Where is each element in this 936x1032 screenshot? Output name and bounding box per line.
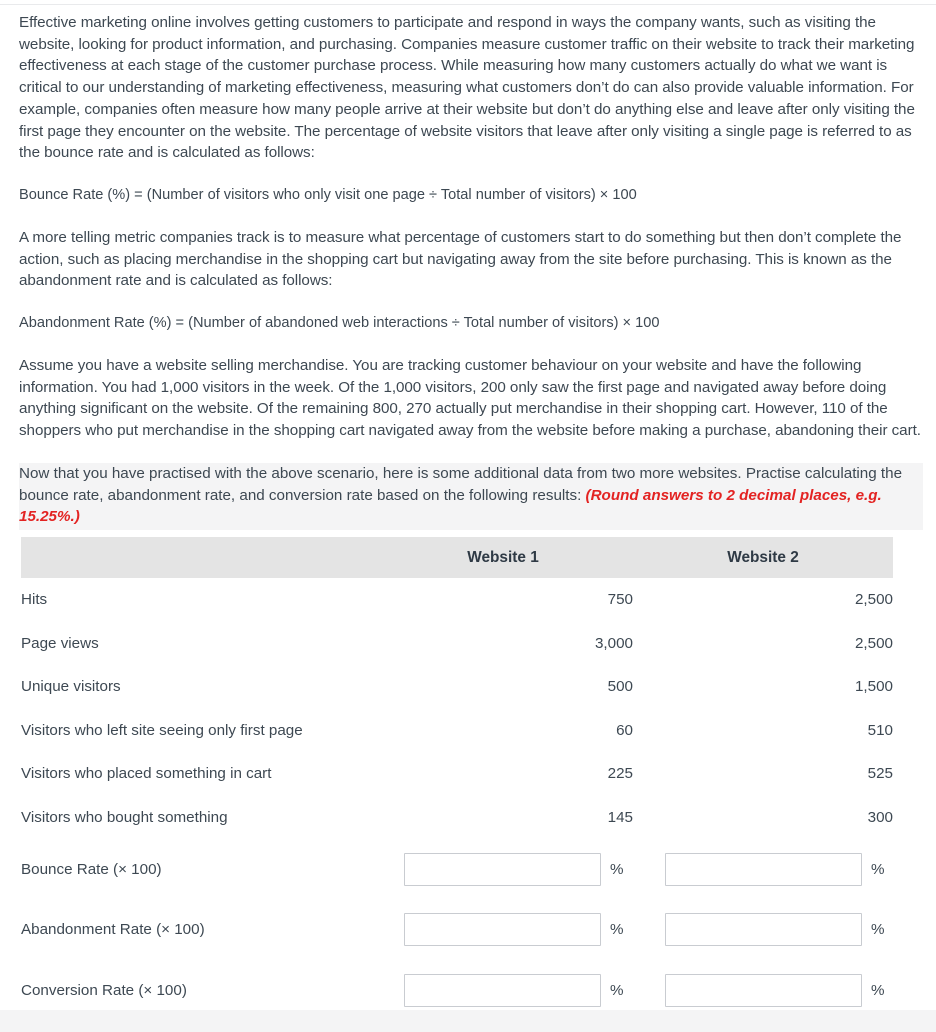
row-value-website-1: 3,000 <box>594 634 633 652</box>
row-label: Hits <box>21 591 48 609</box>
bounce-rate-website-2-cell <box>633 839 893 900</box>
abandonment-rate-website-1-input[interactable] <box>404 913 601 946</box>
row-value-website-2: 1,500 <box>854 678 893 696</box>
metrics-table-body <box>21 578 893 1021</box>
bounce-rate-website-2-input[interactable] <box>665 853 862 886</box>
abandonment-rate-formula: Abandonment Rate (%) = (Number of abandoned web interactions ÷ Total number of visitors) × 100 <box>19 315 660 332</box>
metrics-table-container <box>21 537 893 1021</box>
table-row <box>21 796 893 840</box>
table-row <box>21 709 893 753</box>
scenario-paragraph: Assume you have a website selling merchandise. You are tracking customer behaviour on your website and have the following information. You had 1,000 visitors in the week. Of the 1,000 visitors, 200 only saw the first page and navigated away before doing anything significant on the website. Of the remaining 800, 270 actually put merchandise in their shopping cart. However, 110 of the shoppers who put merchandise in the shopping cart navigated away from the website before making a purchase, abandoning their cart. <box>19 357 921 440</box>
abandonment-rate-website-1-cell <box>373 900 633 961</box>
abandonment-rate-website-2-input[interactable] <box>665 913 862 946</box>
row-label-bounce-rate: Bounce Rate (× 100) <box>21 860 162 878</box>
metrics-header-row <box>21 537 893 578</box>
table-row <box>21 900 893 961</box>
row-label: Visitors who bought something <box>21 808 228 826</box>
row-label: Visitors who left site seeing only first page <box>21 721 303 739</box>
row-value-website-1: 225 <box>607 765 633 783</box>
row-value-website-1: 60 <box>616 721 633 739</box>
header-metric <box>21 537 373 578</box>
row-value-website-2: 510 <box>867 721 893 739</box>
row-label-conversion-rate: Conversion Rate (× 100) <box>21 981 187 999</box>
row-value-website-1: 750 <box>607 591 633 609</box>
row-value-website-1: 500 <box>607 678 633 696</box>
row-label: Page views <box>21 634 99 652</box>
prose-body <box>19 12 923 530</box>
row-label-abandonment-rate: Abandonment Rate (× 100) <box>21 921 205 939</box>
rounding-hint: (Round answers to 2 decimal places, e.g. 15.25%.) <box>19 486 882 526</box>
conversion-rate-website-2-input[interactable] <box>665 974 862 1007</box>
table-row <box>21 622 893 666</box>
table-row <box>21 752 893 796</box>
metrics-table <box>21 537 893 1021</box>
row-value-website-2: 525 <box>867 765 893 783</box>
table-row <box>21 578 893 622</box>
percent-symbol: % <box>871 921 885 939</box>
intro-paragraph: Effective marketing online involves getting customers to participate and respond in ways the company wants, such as visiting the website, looking for product information, and purchasing. Companies measure customer traffic on their website to track their marketing effectiveness at each stage of the customer purchase process. While measuring how many customers actually do what we want is critical to our understanding of marketing effectiveness, measuring what customers don’t do can also provide valuable information. For example, companies often measure how many people arrive at their website but don’t do anything else and leave after only visiting the first page they encounter on the website. The percentage of website visitors that leave after only visiting a single page is referred to as the bounce rate and is calculated as follows: <box>19 14 915 162</box>
row-value-website-2: 300 <box>867 808 893 826</box>
page-footer-band <box>0 1010 936 1032</box>
metrics-table-head <box>21 537 893 578</box>
abandonment-rate-website-2-cell <box>633 900 893 961</box>
closing-instruction-paragraph <box>19 463 923 530</box>
table-row <box>21 839 893 900</box>
row-value-website-2: 2,500 <box>854 634 893 652</box>
percent-symbol: % <box>871 981 885 999</box>
row-value-website-2: 2,500 <box>854 591 893 609</box>
bounce-rate-website-1-cell <box>373 839 633 900</box>
bounce-rate-website-1-input[interactable] <box>404 853 601 886</box>
row-value-website-1: 145 <box>607 808 633 826</box>
row-label: Unique visitors <box>21 678 121 696</box>
percent-symbol: % <box>610 860 624 878</box>
closing-lead-text: Now that you have practised with the above scenario, here is some additional data from two more websites. Practise calculating the bounce rate, abandonment rate, and conversion rate based on the following results: <box>19 464 903 504</box>
header-website-2: Website 2 <box>727 548 799 566</box>
header-website-1: Website 1 <box>467 548 539 566</box>
percent-symbol: % <box>610 981 624 999</box>
percent-symbol: % <box>871 860 885 878</box>
percent-symbol: % <box>610 921 624 939</box>
row-label: Visitors who placed something in cart <box>21 765 272 783</box>
bounce-rate-formula: Bounce Rate (%) = (Number of visitors who only visit one page ÷ Total number of visitors) × 100 <box>19 186 637 203</box>
conversion-rate-website-1-input[interactable] <box>404 974 601 1007</box>
abandonment-explanation-paragraph: A more telling metric companies track is to measure what percentage of customers start to do something but then don’t complete the action, such as placing merchandise in the shopping cart but navigating away from the site before purchasing. This is known as the abandonment rate and is calculated as follows: <box>19 228 902 290</box>
table-row <box>21 665 893 709</box>
